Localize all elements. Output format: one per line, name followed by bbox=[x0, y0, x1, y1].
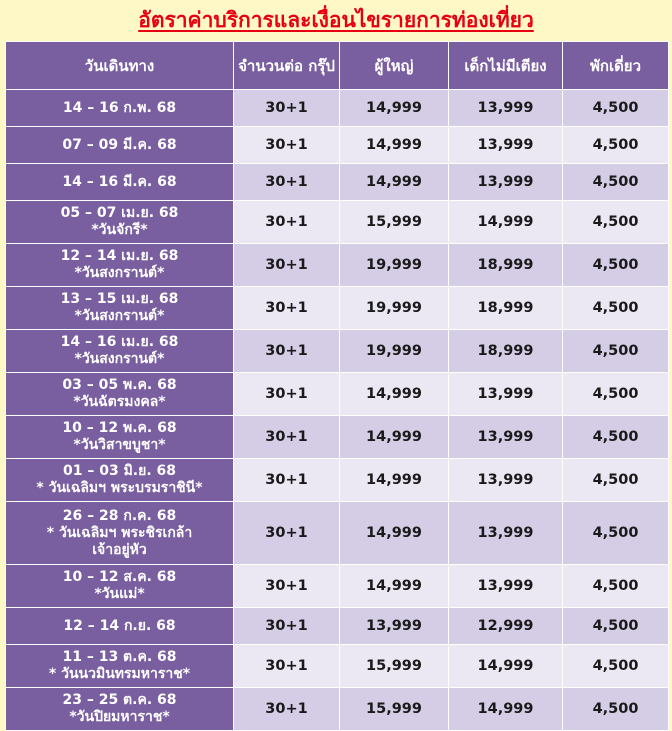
date-range: 12 – 14 ก.ย. 68 bbox=[63, 617, 176, 634]
cell-adult-price: 14,999 bbox=[340, 164, 449, 201]
cell-single-supplement: 4,500 bbox=[563, 244, 669, 287]
table-row bbox=[6, 244, 669, 287]
cell-adult-price: 14,999 bbox=[340, 373, 449, 416]
cell-travel-date bbox=[6, 127, 234, 164]
cell-travel-date bbox=[6, 459, 234, 502]
holiday-note: เจ้าอยู่หัว bbox=[92, 541, 147, 558]
cell-adult-price: 15,999 bbox=[340, 201, 449, 244]
cell-group-size: 30+1 bbox=[234, 90, 340, 127]
header-group-size: จำนวนต่อ กรุ๊ป bbox=[234, 42, 340, 90]
cell-travel-date bbox=[6, 90, 234, 127]
header-single: พักเดี่ยว bbox=[563, 42, 669, 90]
date-range: 11 – 13 ต.ค. 68 bbox=[62, 649, 177, 665]
page-title: อัตราค่าบริการและเงื่อนไขรายการท่องเที่ยว bbox=[138, 7, 534, 32]
cell-child-price: 14,999 bbox=[449, 201, 563, 244]
cell-adult-price: 19,999 bbox=[340, 287, 449, 330]
date-range: 10 – 12 ส.ค. 68 bbox=[62, 569, 177, 585]
cell-child-price: 13,999 bbox=[449, 90, 563, 127]
cell-adult-price: 19,999 bbox=[340, 330, 449, 373]
cell-group-size: 30+1 bbox=[234, 330, 340, 373]
cell-travel-date bbox=[6, 287, 234, 330]
holiday-note: *วันแม่* bbox=[94, 586, 145, 602]
header-child-no-bed: เด็กไม่มีเตียง bbox=[449, 42, 563, 90]
cell-adult-price: 15,999 bbox=[340, 645, 449, 688]
table-row bbox=[6, 127, 669, 164]
cell-child-price: 14,999 bbox=[449, 645, 563, 688]
cell-single-supplement: 4,500 bbox=[563, 164, 669, 201]
cell-single-supplement: 4,500 bbox=[563, 201, 669, 244]
cell-group-size: 30+1 bbox=[234, 201, 340, 244]
holiday-note: *วันวิสาขบูชา* bbox=[73, 437, 166, 453]
cell-single-supplement: 4,500 bbox=[563, 287, 669, 330]
date-range: 03 – 05 พ.ค. 68 bbox=[62, 377, 177, 393]
cell-single-supplement: 4,500 bbox=[563, 416, 669, 459]
table-row bbox=[6, 330, 669, 373]
cell-travel-date bbox=[6, 373, 234, 416]
table-row bbox=[6, 201, 669, 244]
cell-single-supplement: 4,500 bbox=[563, 565, 669, 608]
table-row bbox=[6, 608, 669, 645]
holiday-note: *วันจักรี* bbox=[91, 222, 148, 238]
date-range: 14 – 16 มี.ค. 68 bbox=[62, 173, 177, 190]
cell-group-size: 30+1 bbox=[234, 688, 340, 731]
holiday-note: *วันสงกรานต์* bbox=[74, 265, 165, 281]
date-range: 10 – 12 พ.ค. 68 bbox=[62, 420, 177, 436]
cell-adult-price: 15,999 bbox=[340, 688, 449, 731]
cell-single-supplement: 4,500 bbox=[563, 373, 669, 416]
holiday-note: * วันเฉลิมฯ พระบรมราชินี* bbox=[36, 480, 203, 496]
cell-child-price: 13,999 bbox=[449, 373, 563, 416]
cell-travel-date bbox=[6, 645, 234, 688]
cell-adult-price: 14,999 bbox=[340, 565, 449, 608]
cell-single-supplement: 4,500 bbox=[563, 127, 669, 164]
cell-single-supplement: 4,500 bbox=[563, 645, 669, 688]
header-adult: ผู้ใหญ่ bbox=[340, 42, 449, 90]
cell-adult-price: 14,999 bbox=[340, 127, 449, 164]
cell-travel-date bbox=[6, 416, 234, 459]
cell-travel-date bbox=[6, 201, 234, 244]
cell-single-supplement: 4,500 bbox=[563, 502, 669, 565]
holiday-note: *วันสงกรานต์* bbox=[74, 308, 165, 324]
cell-group-size: 30+1 bbox=[234, 127, 340, 164]
date-range: 12 – 14 เม.ย. 68 bbox=[60, 248, 179, 264]
cell-group-size: 30+1 bbox=[234, 244, 340, 287]
cell-group-size: 30+1 bbox=[234, 416, 340, 459]
cell-group-size: 30+1 bbox=[234, 645, 340, 688]
table-row bbox=[6, 565, 669, 608]
cell-single-supplement: 4,500 bbox=[563, 330, 669, 373]
date-range: 13 – 15 เม.ย. 68 bbox=[60, 291, 179, 307]
date-range: 14 – 16 เม.ย. 68 bbox=[60, 334, 179, 350]
cell-adult-price: 14,999 bbox=[340, 90, 449, 127]
cell-single-supplement: 4,500 bbox=[563, 90, 669, 127]
cell-child-price: 13,999 bbox=[449, 502, 563, 565]
cell-child-price: 18,999 bbox=[449, 330, 563, 373]
cell-single-supplement: 4,500 bbox=[563, 459, 669, 502]
holiday-note: * วันเฉลิมฯ พระชิรเกล้า bbox=[46, 524, 193, 541]
holiday-note: *วันปิยมหาราช* bbox=[69, 709, 170, 725]
date-range: 26 – 28 ก.ค. 68 bbox=[62, 507, 177, 524]
cell-group-size: 30+1 bbox=[234, 565, 340, 608]
cell-child-price: 14,999 bbox=[449, 688, 563, 731]
cell-group-size: 30+1 bbox=[234, 502, 340, 565]
holiday-note: * วันนวมินทรมหาราช* bbox=[48, 666, 191, 682]
holiday-note: *วันสงกรานต์* bbox=[74, 351, 165, 367]
price-table bbox=[5, 41, 669, 731]
date-range: 23 – 25 ต.ค. 68 bbox=[62, 692, 177, 708]
cell-child-price: 13,999 bbox=[449, 565, 563, 608]
cell-child-price: 13,999 bbox=[449, 127, 563, 164]
holiday-note: *วันฉัตรมงคล* bbox=[73, 394, 166, 410]
cell-adult-price: 14,999 bbox=[340, 459, 449, 502]
table-row bbox=[6, 688, 669, 731]
cell-travel-date bbox=[6, 608, 234, 645]
cell-child-price: 12,999 bbox=[449, 608, 563, 645]
cell-group-size: 30+1 bbox=[234, 608, 340, 645]
table-row bbox=[6, 416, 669, 459]
cell-child-price: 18,999 bbox=[449, 287, 563, 330]
table-row bbox=[6, 90, 669, 127]
cell-travel-date bbox=[6, 688, 234, 731]
table-header-row bbox=[6, 42, 669, 90]
date-range: 14 – 16 ก.พ. 68 bbox=[62, 99, 177, 116]
cell-adult-price: 14,999 bbox=[340, 502, 449, 565]
date-range: 07 – 09 มี.ค. 68 bbox=[62, 136, 177, 153]
header-travel-date: วันเดินทาง bbox=[6, 42, 234, 90]
table-row bbox=[6, 287, 669, 330]
cell-travel-date bbox=[6, 244, 234, 287]
cell-child-price: 18,999 bbox=[449, 244, 563, 287]
cell-single-supplement: 4,500 bbox=[563, 608, 669, 645]
cell-single-supplement: 4,500 bbox=[563, 688, 669, 731]
table-row bbox=[6, 502, 669, 565]
table-row bbox=[6, 164, 669, 201]
date-range: 05 – 07 เม.ย. 68 bbox=[60, 205, 179, 221]
table-body bbox=[6, 90, 669, 731]
cell-group-size: 30+1 bbox=[234, 459, 340, 502]
cell-child-price: 13,999 bbox=[449, 459, 563, 502]
table-row bbox=[6, 645, 669, 688]
cell-adult-price: 13,999 bbox=[340, 608, 449, 645]
cell-group-size: 30+1 bbox=[234, 373, 340, 416]
cell-group-size: 30+1 bbox=[234, 164, 340, 201]
cell-group-size: 30+1 bbox=[234, 287, 340, 330]
cell-adult-price: 19,999 bbox=[340, 244, 449, 287]
cell-travel-date bbox=[6, 502, 234, 565]
cell-child-price: 13,999 bbox=[449, 164, 563, 201]
cell-travel-date bbox=[6, 330, 234, 373]
cell-adult-price: 14,999 bbox=[340, 416, 449, 459]
cell-child-price: 13,999 bbox=[449, 416, 563, 459]
cell-travel-date bbox=[6, 164, 234, 201]
table-row bbox=[6, 373, 669, 416]
date-range: 01 – 03 มิ.ย. 68 bbox=[62, 463, 176, 479]
table-row bbox=[6, 459, 669, 502]
cell-travel-date bbox=[6, 565, 234, 608]
page-title-wrap bbox=[0, 0, 672, 40]
